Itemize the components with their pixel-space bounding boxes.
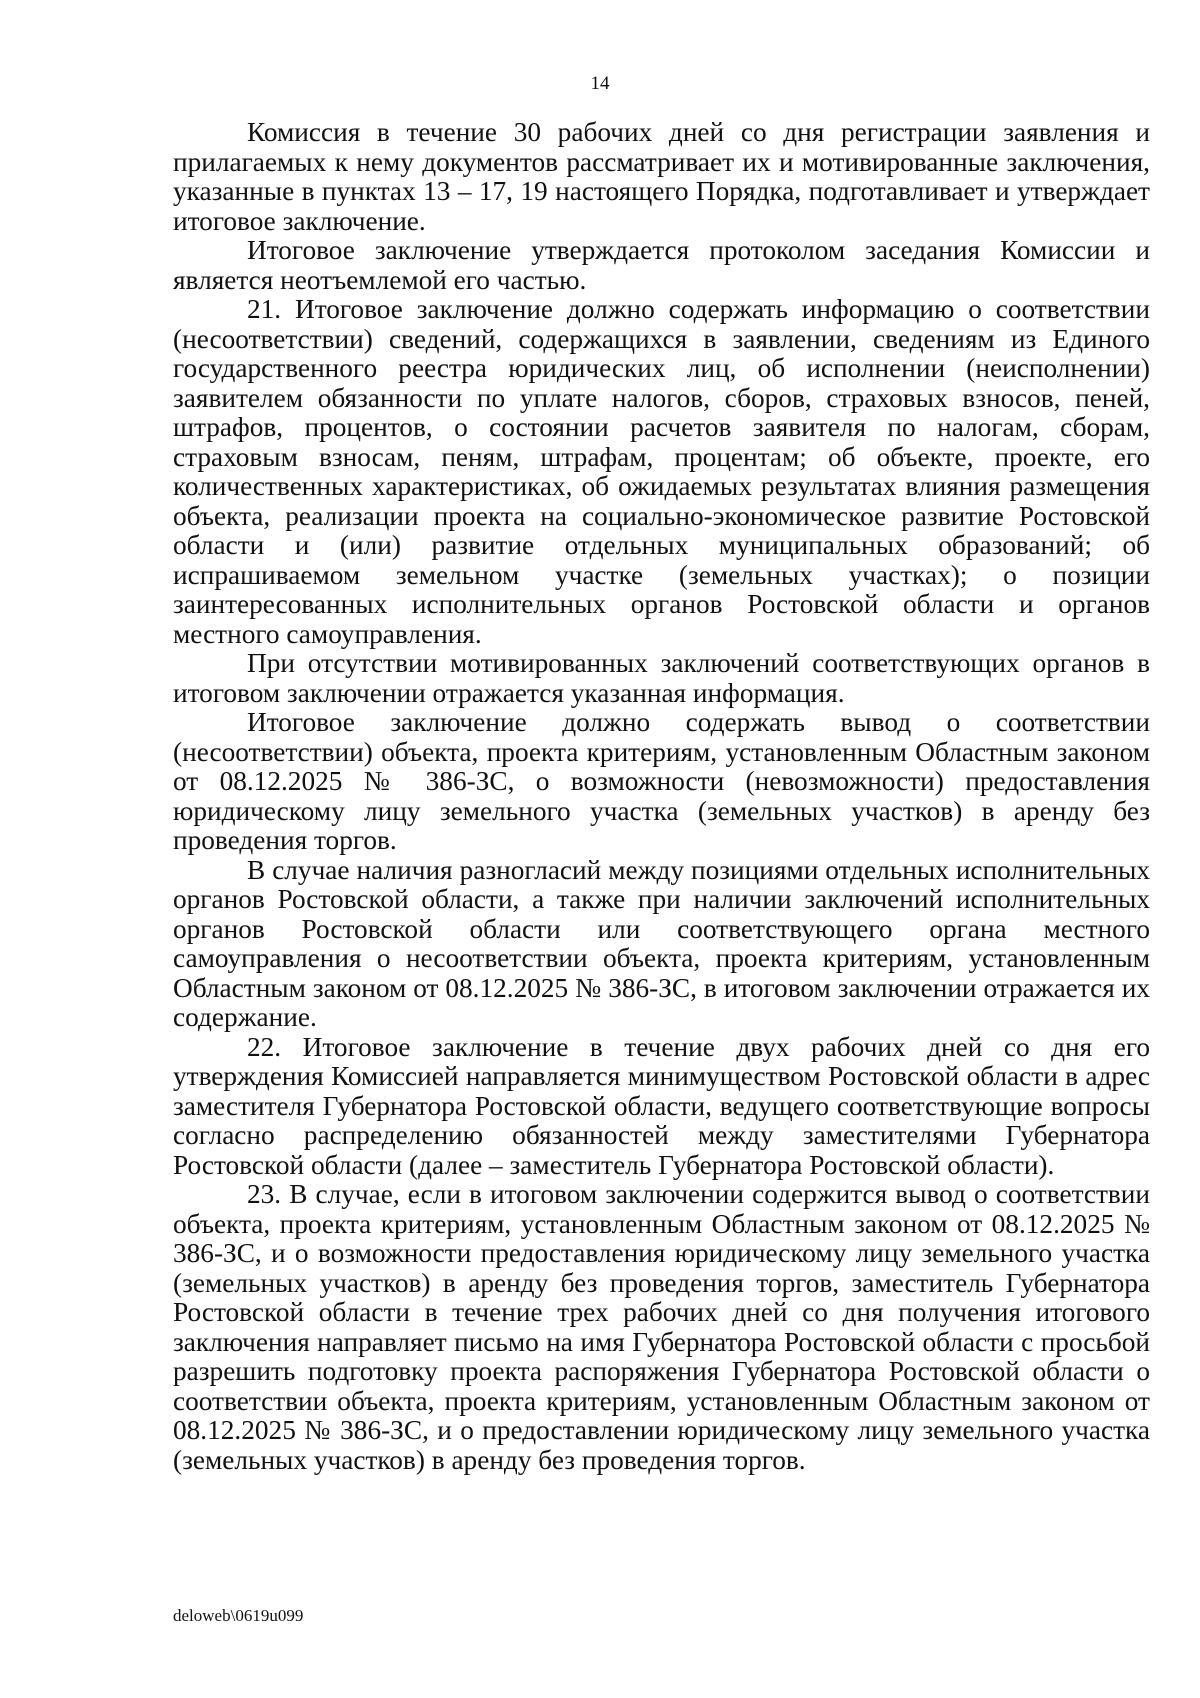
footer-document-code: deloweb\0619u099 <box>173 1606 304 1625</box>
paragraph-clause-22: 22. Итоговое заключение в течение двух рабочих дней со дня его утверждения Комиссией направляется минимуществом Ростовской области в адрес заместителя Губернатора Ростовской области, ведущего соответствующие вопросы согласно распределению обязанностей между заместителями Губернатора Ростовской области (далее – заместитель Губернатора Ростовской области). <box>173 1031 1150 1180</box>
paragraph-commission-review: Комиссия в течение 30 рабочих дней со дня регистрации заявления и прилагаемых к нему документов рассматривает их и мотивированные заключения, указанные в пунктах 13 – 17, 19 настоящего Порядка, подготавливает и утверждает итоговое заключение. <box>173 117 1150 236</box>
paragraph-disagreements: В случае наличия разногласий между позициями отдельных исполнительных органов Ростовской области, а также при наличии заключений исполнительных органов Ростовской области или соответствующего органа местного самоуправления о несоответствии объекта, проекта критериям, установленным Областным законом от 08.12.2025 № 386-ЗС, в итоговом заключении отражается их содержание. <box>173 854 1150 1032</box>
paragraph-clause-21: 21. Итоговое заключение должно содержать информацию о соответствии (несоответствии) сведений, содержащихся в заявлении, сведениям из Единого государственного реестра юридических лиц, об исполнении (неисполнении) заявителем обязанности по уплате налогов, сборов, страховых взносов, пеней, штрафов, процентов, о состоянии расчетов заявителя по налогам, сборам, страховым взносам, пеням, штрафам, процентам; об объекте, проекте, его количественных характеристиках, об ожидаемых результатах влияния размещения объекта, реализации проекта на социально-экономическое развитие Ростовской области и (или) развитие отдельных муниципальных образований; об испрашиваемом земельном участке (земельных участках); о позиции заинтересованных исполнительных органов Ростовской области и органов местного самоуправления. <box>173 294 1150 649</box>
paragraph-final-conclusion-protocol: Итоговое заключение утверждается протоколом заседания Комиссии и является неотъемлемой его частью. <box>173 235 1150 295</box>
paragraph-missing-conclusions: При отсутствии мотивированных заключений соответствующих органов в итоговом заключении отражается указанная информация. <box>173 648 1150 708</box>
page-number: 14 <box>590 73 610 94</box>
paragraph-conclusion-verdict: Итоговое заключение должно содержать вывод о соответствии (несоответствии) объекта, проекта критериям, установленным Областным законом от 08.12.2025 № 386-ЗС, о возможности (невозможности) предоставления юридическому лицу земельного участка (земельных участков) в аренду без проведения торгов. <box>173 707 1150 855</box>
document-body <box>173 118 1150 1475</box>
paragraph-clause-23: 23. В случае, если в итоговом заключении содержится вывод о соответствии объекта, проекта критериям, установленным Областным законом от 08.12.2025 № 386-ЗС, и о возможности предоставления юридическому лицу земельного участка (земельных участков) в аренду без проведения торгов, заместитель Губернатора Ростовской области в течение трех рабочих дней со дня получения итогового заключения направляет письмо на имя Губернатора Ростовской области с просьбой разрешить подготовку проекта распоряжения Губернатора Ростовской области о соответствии объекта, проекта критериям, установленным Областным законом от 08.12.2025 № 386-ЗС, и о предоставлении юридическому лицу земельного участка (земельных участков) в аренду без проведения торгов. <box>173 1179 1150 1475</box>
